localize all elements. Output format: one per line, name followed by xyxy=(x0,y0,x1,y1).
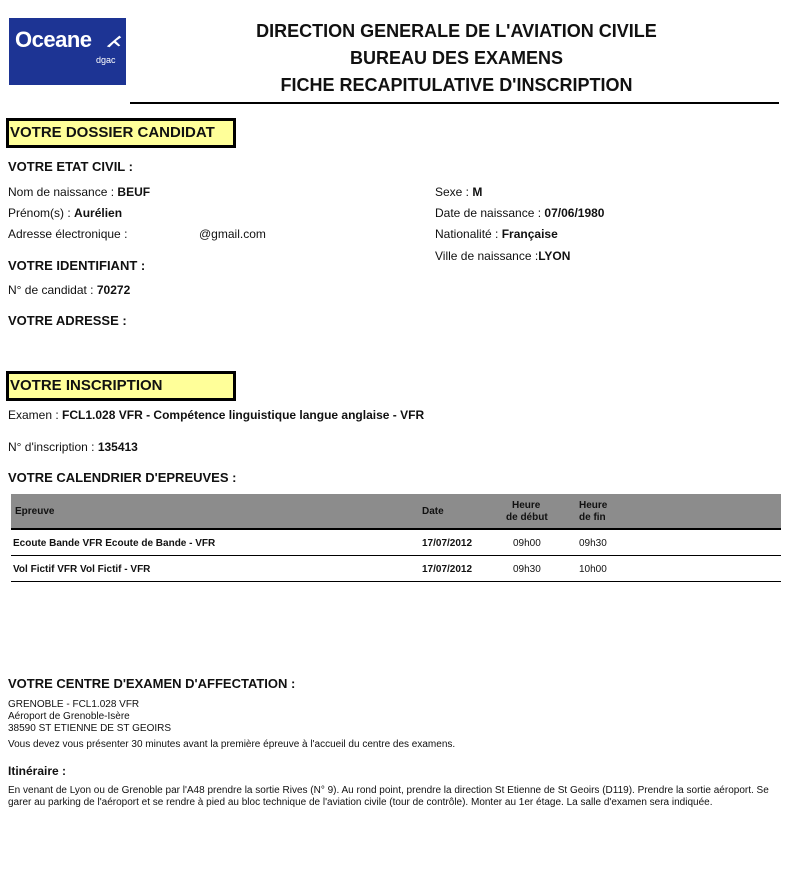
ville-label: Ville de naissance : xyxy=(435,249,539,263)
row-fin: 09h30 xyxy=(579,538,607,549)
centre-line-2: Aéroport de Grenoble-Isère xyxy=(8,711,130,722)
dob-label: Date de naissance : xyxy=(435,206,542,220)
centre-line-3: 38590 ST ETIENNE DE ST GEOIRS xyxy=(8,723,172,734)
inscription-num-label: N° d'inscription : xyxy=(8,440,95,454)
etat-civil-heading: VOTRE ETAT CIVIL : xyxy=(8,159,133,174)
calendar-heading: VOTRE CALENDRIER D'EPREUVES : xyxy=(8,470,237,485)
header-line-2: BUREAU DES EXAMENS xyxy=(349,48,564,68)
nationalite-value: Française xyxy=(501,227,558,241)
logo-sub: dgac xyxy=(96,55,116,65)
centre-heading: VOTRE CENTRE D'EXAMEN D'AFFECTATION : xyxy=(8,676,296,691)
nationalite-field xyxy=(435,227,558,241)
oceane-logo xyxy=(9,18,126,85)
header-line-1: DIRECTION GENERALE DE L'AVIATION CIVILE xyxy=(256,21,657,41)
inscription-num-value: 135413 xyxy=(97,440,138,454)
section-dossier-title: VOTRE DOSSIER CANDIDAT xyxy=(6,118,236,148)
document-header xyxy=(130,18,783,99)
dob-field xyxy=(435,206,604,220)
candidat-field xyxy=(8,283,130,297)
candidat-label: N° de candidat : xyxy=(8,283,94,297)
sexe-field xyxy=(435,185,482,199)
prenom-value: Aurélien xyxy=(74,206,123,220)
col-fin-line1: Heure xyxy=(579,500,608,511)
table-row xyxy=(11,530,781,556)
email-label: Adresse électronique : xyxy=(8,227,128,241)
col-debut-line1: Heure xyxy=(512,500,541,511)
section-inscription-title: VOTRE INSCRIPTION xyxy=(6,371,236,401)
col-date: Date xyxy=(422,506,444,517)
row-date: 17/07/2012 xyxy=(422,564,473,575)
nom-value: BEUF xyxy=(117,185,151,199)
logo-brand: Oceane xyxy=(15,27,92,52)
row-date: 17/07/2012 xyxy=(422,538,473,549)
identifiant-heading: VOTRE IDENTIFIANT : xyxy=(8,258,146,273)
examen-label: Examen : xyxy=(8,408,59,422)
examen-value: FCL1.028 VFR - Compétence linguistique langue anglaise - VFR xyxy=(62,408,425,422)
prenom-field xyxy=(8,206,122,220)
header-line-3: FICHE RECAPITULATIVE D'INSCRIPTION xyxy=(280,75,633,95)
email-value: @gmail.com xyxy=(199,227,266,241)
sexe-label: Sexe : xyxy=(435,185,470,199)
inscription-num-field xyxy=(8,440,138,454)
centre-line-1: GRENOBLE - FCL1.028 VFR xyxy=(8,699,140,710)
col-debut-line2: de début xyxy=(506,512,548,523)
col-epreuve: Epreuve xyxy=(15,506,55,517)
calendar-table xyxy=(11,494,781,582)
candidat-value: 70272 xyxy=(96,283,131,297)
col-fin-line2: de fin xyxy=(579,512,606,523)
table-row xyxy=(11,556,781,582)
row-debut: 09h30 xyxy=(513,564,541,575)
nom-label: Nom de naissance : xyxy=(8,185,115,199)
plane-icon xyxy=(105,32,123,50)
itineraire-text: En venant de Lyon ou de Grenoble par l'A48 prendre la sortie Rives (N° 9). Au rond point, prendre la direction St Etienne de St Geoirs (D119). Prendre la sortie aéroport. Se garer au parking de l'aéroport et se rendre à pied au bloc technique de l'aviation civile (tour de contrôle). Monter au 1er étage. La salle d'examen sera indiquée. xyxy=(8,785,769,808)
row-debut: 09h00 xyxy=(513,538,541,549)
prenom-label: Prénom(s) : xyxy=(8,206,71,220)
adresse-heading: VOTRE ADRESSE : xyxy=(8,313,127,328)
nom-field xyxy=(8,185,150,199)
dob-value: 07/06/1980 xyxy=(544,206,605,220)
centre-line-4: Vous devez vous présenter 30 minutes avant la première épreuve à l'accueil du centre des examens. xyxy=(8,739,456,750)
itineraire-heading: Itinéraire : xyxy=(8,764,67,778)
examen-field xyxy=(8,408,424,422)
ville-field xyxy=(435,249,570,263)
nationalite-label: Nationalité : xyxy=(435,227,499,241)
sexe-value: M xyxy=(472,185,483,199)
ville-value: LYON xyxy=(538,249,571,263)
header-divider xyxy=(130,102,779,104)
row-fin: 10h00 xyxy=(579,564,607,575)
row-epreuve: Vol Fictif VFR Vol Fictif - VFR xyxy=(13,564,151,575)
table-header xyxy=(11,494,781,528)
row-epreuve: Ecoute Bande VFR Ecoute de Bande - VFR xyxy=(13,538,216,549)
